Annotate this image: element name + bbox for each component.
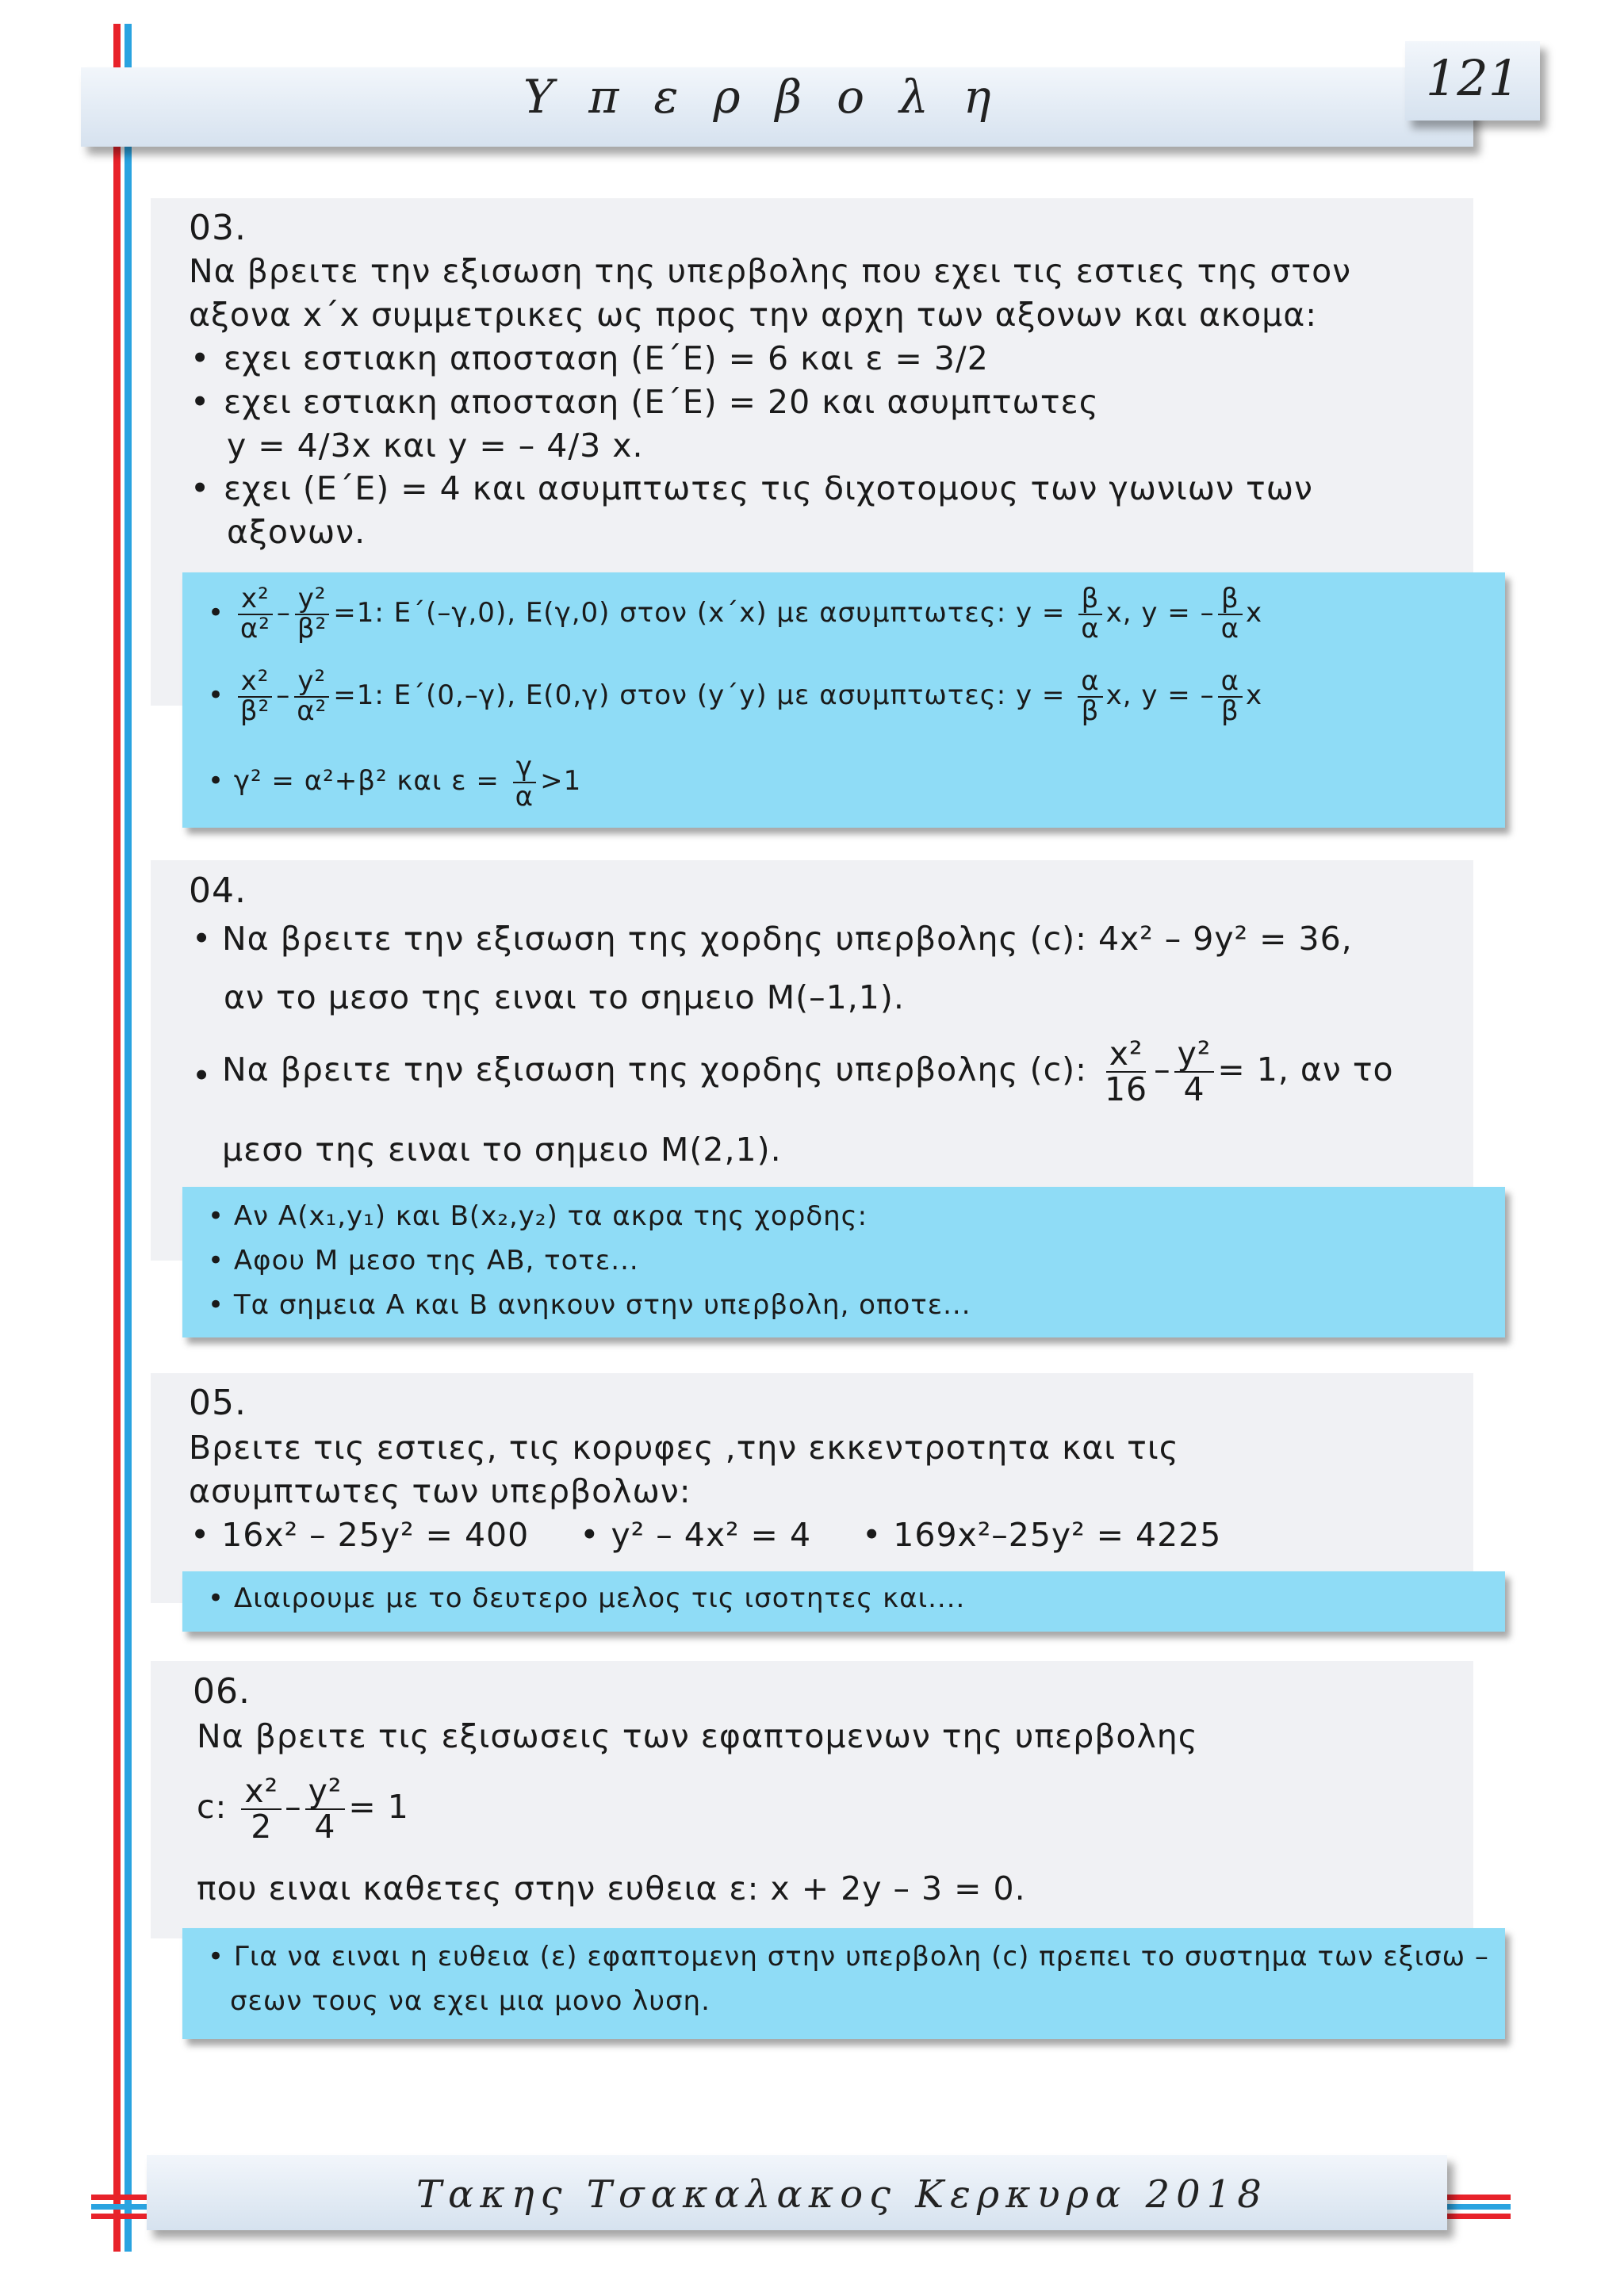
exercise-06-line1: Να βρειτε τις εξισωσεις των εφαπτομενων της υπερβολης (197, 1717, 1198, 1755)
fraction: $\frac{\beta}{\alpha}$ (1078, 585, 1102, 643)
exercise-03-bullet2: εχει εστιακη αποσταση (Ε΄Ε) = 20 και ασυμπτωτες (224, 383, 1099, 421)
hint-03-row2: • $\frac{\text{x²}}{\text{β²}}$ – $\frac{\text{y²}}{\text{α²}}$ =1: Ε΄(0,–γ), Ε(0,γ) στον (y΄y) με ασυμπτωτες: y = $\frac{\alpha}{\beta}$ x, y = – $\frac{\alpha}{\beta}$ x (208, 665, 1263, 727)
fraction: $\frac{\alpha}{\beta}$ (1078, 668, 1102, 725)
hint-04-line3: • Τα σημεια Α και Β ανηκουν στην υπερβολη, οποτε... (208, 1289, 971, 1321)
hint-03-row3: • γ² = α²+β² και ε = $\frac{\gamma}{\alpha}$ >1 (208, 751, 582, 813)
page-number-box (1405, 41, 1540, 121)
fraction: $\frac{\gamma}{\alpha}$ (512, 753, 537, 811)
bullet-icon: • (208, 765, 234, 798)
exercise-05-line2: ασυμπτωτες των υπερβολων: (189, 1472, 691, 1510)
exercise-03-bullet3-cont: αξονων. (227, 513, 366, 551)
hint-04-line2: • Αφου Μ μεσο της ΑΒ, τοτε... (208, 1245, 639, 1276)
exercise-04-number: 04. (189, 871, 247, 911)
exercise-03-bullet3: εχει (Ε΄Ε) = 4 και ασυμπτωτες τις διχοτομους των γωνιων των (224, 469, 1313, 507)
bullet-icon: • (192, 920, 213, 958)
exercise-05-number: 05. (189, 1383, 247, 1423)
page-number: 121 (1425, 49, 1520, 107)
bullet-icon: • (190, 383, 211, 421)
exercise-03-line1: Να βρειτε την εξισωση της υπερβολης που εχει τις εστιες της στον (189, 252, 1352, 290)
bullet-icon: • (190, 469, 211, 507)
hint-03-row1: • $\frac{\text{x²}}{\text{α²}}$ – $\frac{\text{y²}}{\text{β²}}$ =1: Ε΄(–γ,0), Ε(γ,0) στον (x΄x) με ασυμπτωτες: y = $\frac{\beta}{\alpha}$ x, y = – $\frac{\beta}{\alpha}$ x (208, 583, 1263, 645)
bullet-icon: • (190, 339, 211, 377)
fraction: $\frac{\text{y²}}{4}$ (305, 1774, 346, 1844)
fraction: $\frac{\alpha}{\beta}$ (1218, 668, 1243, 725)
bullet-icon: • (208, 679, 234, 712)
fraction: $\frac{\text{x²}}{\text{β²}}$ (237, 668, 273, 725)
exercise-03-bullet2-cont: y = 4/3x και y = – 4/3 x. (227, 427, 644, 465)
fraction: $\frac{\text{x²}}{\text{α²}}$ (237, 585, 274, 643)
page-title: Υπερβολη (523, 70, 1026, 124)
exercise-06-line3: που ειναι καθετες στην ευθεια ε: x + 2y – 3 = 0. (197, 1869, 1026, 1908)
decorative-blue-line (124, 24, 132, 2252)
fraction: $\frac{\text{y²}}{\text{α²}}$ (293, 668, 330, 725)
exercise-05-line1: Βρειτε τις εστιες, τις κορυφες ,την εκκεντροτητα και τις (189, 1429, 1179, 1467)
hint-05-line1: • Διαιρουμε με το δευτερο μελος τις ισοτητες και.... (208, 1582, 966, 1614)
exercise-04-q2-cont: μεσο της ειναι το σημειο Μ(2,1). (222, 1131, 782, 1169)
exercise-04-q1-cont: αν το μεσο της ειναι το σημειο Μ(–1,1). (224, 978, 905, 1016)
exercise-03-bullet1: εχει εστιακη αποσταση (Ε΄Ε) = 6 και ε = 3/2 (224, 339, 989, 377)
bullet-icon: • (208, 597, 234, 629)
decorative-red-line (113, 24, 121, 2252)
exercise-03-number: 03. (189, 208, 247, 248)
exercise-04-q2: Να βρειτε την εξισωση της χορδης υπερβολης (c): $\frac{\text{x²}}{16}$ – $\frac{\text{y²}}{4}$ = 1, αν το (222, 1035, 1394, 1109)
exercise-06-number: 06. (193, 1671, 251, 1712)
fraction: $\frac{\text{y²}}{\text{β²}}$ (294, 585, 330, 643)
exercise-03-line2: αξονα x΄x συμμετρικες ως προς την αρχη των αξονων και ακομα: (189, 296, 1318, 334)
exercise-06-equation: c: $\frac{\text{x²}}{2}$ – $\frac{\text{y²}}{4}$ = 1 (197, 1772, 409, 1846)
exercise-04-q1: Να βρειτε την εξισωση της χορδης υπερβολης (c): 4x² – 9y² = 36, (222, 920, 1353, 958)
hint-04-line1: • Αν Α(x₁,y₁) και Β(x₂,y₂) τα ακρα της χορδης: (208, 1200, 868, 1232)
fraction: $\frac{\text{y²}}{4}$ (1174, 1037, 1215, 1107)
exercise-05-equations: • 16x² – 25y² = 400 • y² – 4x² = 4 • 169x²–25y² = 4225 (190, 1516, 1222, 1554)
hint-06-line2: σεων τους να εχει μια μονο λυση. (230, 1985, 710, 2017)
fraction: $\frac{\text{x²}}{2}$ (241, 1774, 282, 1844)
footer-author: Τακης Τσακαλακος Κερκυρα 2018 (416, 2172, 1268, 2217)
hint-06-line1: • Για να ειναι η ευθεια (ε) εφαπτομενη στην υπερβολη (c) πρεπει το συστημα των εξισω – (208, 1941, 1489, 1973)
fraction: $\frac{\text{x²}}{16}$ (1104, 1035, 1148, 1109)
bullet-icon: • (192, 1057, 213, 1095)
fraction: $\frac{\beta}{\alpha}$ (1218, 585, 1243, 643)
